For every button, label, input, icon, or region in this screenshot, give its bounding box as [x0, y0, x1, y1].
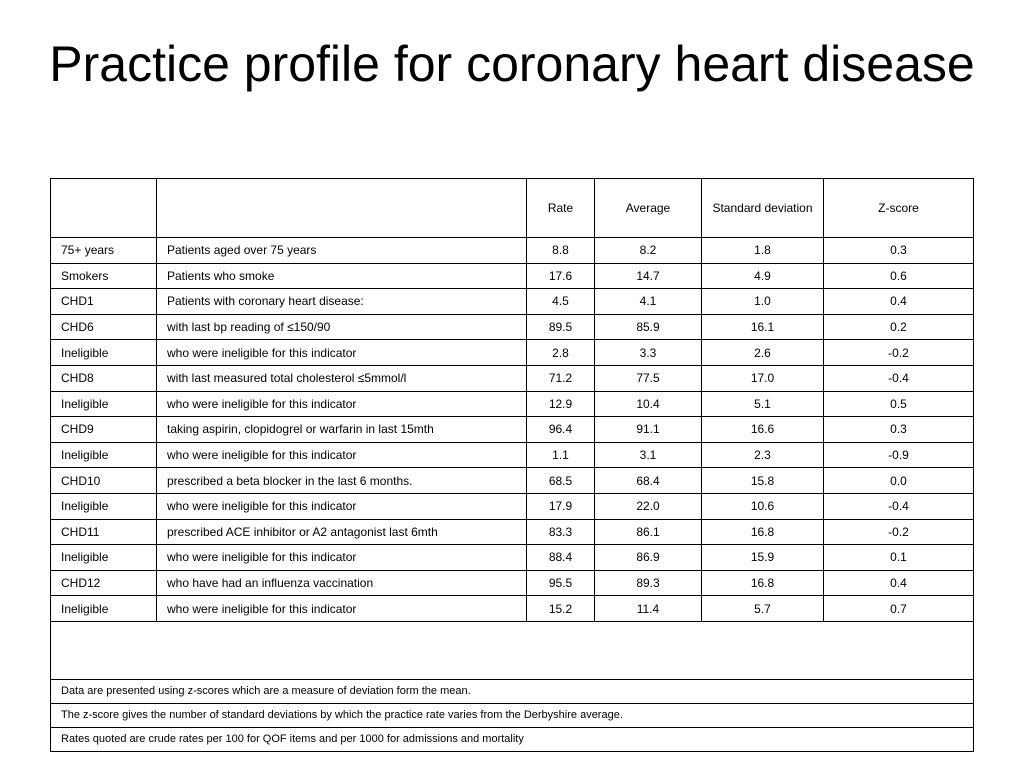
- cell-description: who were ineligible for this indicator: [157, 596, 527, 622]
- note-row: [51, 703, 974, 727]
- header-cell-average: Average: [595, 179, 702, 238]
- table-row: [51, 289, 974, 315]
- cell-average: 68.4: [595, 468, 702, 494]
- note-text: The z-score gives the number of standard deviations by which the practice rate varies from the Derbyshire average.: [51, 703, 974, 727]
- cell-standard-deviation: 16.6: [702, 417, 824, 443]
- cell-z-score: 0.7: [824, 596, 974, 622]
- table-row: [51, 468, 974, 494]
- cell-z-score: 0.4: [824, 570, 974, 596]
- cell-code: Ineligible: [51, 340, 157, 366]
- cell-rate: 89.5: [527, 314, 595, 340]
- cell-standard-deviation: 5.1: [702, 391, 824, 417]
- header-cell-description: [157, 179, 527, 238]
- cell-rate: 83.3: [527, 519, 595, 545]
- table-row: [51, 519, 974, 545]
- cell-standard-deviation: 17.0: [702, 365, 824, 391]
- cell-code: CHD12: [51, 570, 157, 596]
- cell-standard-deviation: 1.8: [702, 238, 824, 264]
- cell-z-score: 0.5: [824, 391, 974, 417]
- cell-average: 85.9: [595, 314, 702, 340]
- cell-average: 22.0: [595, 493, 702, 519]
- cell-z-score: 0.2: [824, 314, 974, 340]
- cell-code: CHD1: [51, 289, 157, 315]
- cell-z-score: 0.1: [824, 545, 974, 571]
- table-row: [51, 545, 974, 571]
- cell-code: CHD10: [51, 468, 157, 494]
- table-row: [51, 493, 974, 519]
- note-row: [51, 727, 974, 751]
- cell-average: 86.1: [595, 519, 702, 545]
- cell-description: who were ineligible for this indicator: [157, 545, 527, 571]
- header-cell-standard-deviation: Standard deviation: [702, 179, 824, 238]
- cell-z-score: 0.4: [824, 289, 974, 315]
- cell-average: 89.3: [595, 570, 702, 596]
- cell-code: Ineligible: [51, 545, 157, 571]
- cell-standard-deviation: 16.1: [702, 314, 824, 340]
- cell-description: Patients aged over 75 years: [157, 238, 527, 264]
- cell-average: 3.1: [595, 442, 702, 468]
- table-row: [51, 263, 974, 289]
- cell-rate: 17.9: [527, 493, 595, 519]
- cell-code: Smokers: [51, 263, 157, 289]
- note-text: Data are presented using z-scores which are a measure of deviation form the mean.: [51, 679, 974, 703]
- header-cell-rate: Rate: [527, 179, 595, 238]
- cell-description: prescribed ACE inhibitor or A2 antagonist last 6mth: [157, 519, 527, 545]
- cell-rate: 71.2: [527, 365, 595, 391]
- cell-code: Ineligible: [51, 596, 157, 622]
- cell-code: CHD6: [51, 314, 157, 340]
- cell-average: 14.7: [595, 263, 702, 289]
- cell-standard-deviation: 10.6: [702, 493, 824, 519]
- table-row: [51, 238, 974, 264]
- cell-standard-deviation: 16.8: [702, 519, 824, 545]
- cell-rate: 88.4: [527, 545, 595, 571]
- table-row: [51, 340, 974, 366]
- cell-rate: 2.8: [527, 340, 595, 366]
- table-row: [51, 570, 974, 596]
- cell-rate: 95.5: [527, 570, 595, 596]
- cell-rate: 4.5: [527, 289, 595, 315]
- cell-average: 77.5: [595, 365, 702, 391]
- cell-description: prescribed a beta blocker in the last 6 months.: [157, 468, 527, 494]
- table-header-row: [51, 179, 974, 238]
- cell-standard-deviation: 4.9: [702, 263, 824, 289]
- cell-code: Ineligible: [51, 391, 157, 417]
- cell-rate: 96.4: [527, 417, 595, 443]
- slide-title: Practice profile for coronary heart disease: [49, 36, 975, 92]
- cell-description: Patients with coronary heart disease:: [157, 289, 527, 315]
- blank-spacer-cell: [51, 621, 974, 679]
- cell-z-score: -0.2: [824, 340, 974, 366]
- cell-standard-deviation: 2.3: [702, 442, 824, 468]
- cell-code: CHD9: [51, 417, 157, 443]
- cell-average: 4.1: [595, 289, 702, 315]
- cell-z-score: 0.3: [824, 238, 974, 264]
- cell-rate: 17.6: [527, 263, 595, 289]
- note-row: [51, 679, 974, 703]
- cell-average: 86.9: [595, 545, 702, 571]
- cell-average: 11.4: [595, 596, 702, 622]
- cell-z-score: 0.6: [824, 263, 974, 289]
- cell-average: 8.2: [595, 238, 702, 264]
- cell-standard-deviation: 16.8: [702, 570, 824, 596]
- cell-z-score: -0.2: [824, 519, 974, 545]
- cell-z-score: 0.0: [824, 468, 974, 494]
- cell-standard-deviation: 5.7: [702, 596, 824, 622]
- cell-code: CHD11: [51, 519, 157, 545]
- blank-spacer-row: [51, 621, 974, 679]
- cell-average: 3.3: [595, 340, 702, 366]
- cell-z-score: -0.9: [824, 442, 974, 468]
- cell-rate: 12.9: [527, 391, 595, 417]
- cell-average: 10.4: [595, 391, 702, 417]
- cell-standard-deviation: 2.6: [702, 340, 824, 366]
- table-row: [51, 442, 974, 468]
- cell-code: Ineligible: [51, 442, 157, 468]
- cell-code: Ineligible: [51, 493, 157, 519]
- cell-z-score: -0.4: [824, 493, 974, 519]
- table-row: [51, 314, 974, 340]
- cell-rate: 15.2: [527, 596, 595, 622]
- cell-standard-deviation: 15.8: [702, 468, 824, 494]
- cell-z-score: 0.3: [824, 417, 974, 443]
- cell-description: Patients who smoke: [157, 263, 527, 289]
- cell-description: taking aspirin, clopidogrel or warfarin in last 15mth: [157, 417, 527, 443]
- table-row: [51, 365, 974, 391]
- cell-standard-deviation: 1.0: [702, 289, 824, 315]
- note-text: Rates quoted are crude rates per 100 for QOF items and per 1000 for admissions and mortality: [51, 727, 974, 751]
- cell-z-score: -0.4: [824, 365, 974, 391]
- cell-code: CHD8: [51, 365, 157, 391]
- cell-description: who were ineligible for this indicator: [157, 442, 527, 468]
- cell-code: 75+ years: [51, 238, 157, 264]
- cell-standard-deviation: 15.9: [702, 545, 824, 571]
- table-row: [51, 391, 974, 417]
- cell-rate: 8.8: [527, 238, 595, 264]
- cell-description: with last measured total cholesterol ≤5mmol/l: [157, 365, 527, 391]
- cell-rate: 1.1: [527, 442, 595, 468]
- cell-description: who were ineligible for this indicator: [157, 391, 527, 417]
- cell-description: who were ineligible for this indicator: [157, 340, 527, 366]
- header-cell-code: [51, 179, 157, 238]
- cell-description: who have had an influenza vaccination: [157, 570, 527, 596]
- practice-profile-table: [50, 178, 974, 752]
- cell-description: with last bp reading of ≤150/90: [157, 314, 527, 340]
- header-cell-z-score: Z-score: [824, 179, 974, 238]
- cell-description: who were ineligible for this indicator: [157, 493, 527, 519]
- table-row: [51, 596, 974, 622]
- cell-average: 91.1: [595, 417, 702, 443]
- cell-rate: 68.5: [527, 468, 595, 494]
- table-row: [51, 417, 974, 443]
